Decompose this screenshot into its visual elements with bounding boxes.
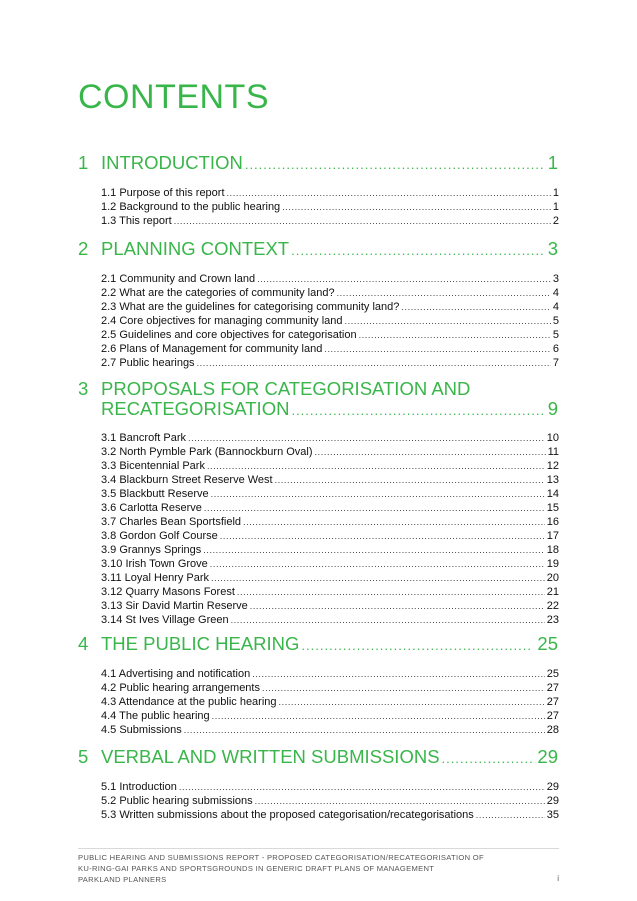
entry-title: 5.3 Written submissions about the proposed categorisation/recategorisations [101, 809, 474, 821]
entry-page: 6 [552, 343, 559, 355]
toc-section-2 [0, 236, 637, 370]
entry-title: 3.10 Irish Town Grove [101, 558, 208, 570]
entry-title: 4.5 Submissions [101, 724, 182, 736]
toc-entry[interactable] [101, 780, 559, 794]
leader-dots [275, 473, 545, 487]
section-number: 3 [78, 378, 89, 399]
entry-title: 1.3 This report [101, 215, 172, 227]
toc-entry[interactable] [101, 356, 559, 370]
leader-dots [245, 152, 544, 178]
leader-dots [184, 723, 545, 737]
toc-entry[interactable] [101, 501, 559, 515]
toc-entry[interactable] [101, 473, 559, 487]
entry-title: 4.4 The public hearing [101, 710, 210, 722]
leader-dots [227, 186, 551, 200]
entry-title: 3.4 Blackburn Street Reserve West [101, 474, 273, 486]
section-heading[interactable] [0, 376, 637, 420]
entry-title: 3.2 North Pymble Park (Bannockburn Oval) [101, 446, 313, 458]
entry-page: 27 [546, 710, 559, 722]
entry-title: 4.2 Public hearing arrangements [101, 682, 260, 694]
entry-title: 4.1 Advertising and notification [101, 668, 251, 680]
toc-entry[interactable] [101, 272, 559, 286]
toc-section-1 [0, 150, 637, 228]
leader-dots [250, 599, 545, 613]
section-title: PLANNING CONTEXT [101, 238, 290, 259]
entry-page: 2 [552, 215, 559, 227]
section-page: 1 [547, 152, 558, 173]
section-title-line1: PROPOSALS FOR CATEGORISATION AND [101, 378, 471, 399]
section-page: 29 [537, 746, 558, 767]
toc-entry[interactable] [101, 515, 559, 529]
toc-items [0, 186, 637, 228]
entry-page: 7 [552, 357, 559, 369]
toc-entry[interactable] [101, 557, 559, 571]
toc-section-3 [0, 376, 637, 627]
leader-dots [279, 695, 545, 709]
entry-page: 3 [552, 273, 559, 285]
leader-dots [243, 515, 545, 529]
entry-page: 4 [552, 301, 559, 313]
toc-entry[interactable] [101, 286, 559, 300]
toc-items [0, 780, 637, 822]
entry-title: 3.11 Loyal Henry Park [101, 572, 210, 584]
entry-title: 3.1 Bancroft Park [101, 432, 186, 444]
leader-dots [220, 529, 545, 543]
section-heading[interactable] [0, 150, 637, 176]
toc-entry[interactable] [101, 695, 559, 709]
entry-page: 5 [552, 315, 559, 327]
leader-dots [315, 445, 546, 459]
entry-page: 13 [546, 474, 559, 486]
toc-entry[interactable] [101, 314, 559, 328]
toc-entry[interactable] [101, 667, 559, 681]
entry-page: 4 [552, 287, 559, 299]
entry-page: 15 [546, 502, 559, 514]
entry-title: 2.5 Guidelines and core objectives for categorisation [101, 329, 357, 341]
toc-items [0, 431, 637, 627]
toc-section-4 [0, 631, 637, 737]
leader-dots [203, 543, 544, 557]
entry-title: 3.13 Sir David Martin Reserve [101, 600, 248, 612]
leader-dots [401, 300, 550, 314]
entry-title: 1.2 Background to the public hearing [101, 201, 281, 213]
toc-entry[interactable] [101, 543, 559, 557]
section-heading[interactable] [0, 744, 637, 770]
leader-dots [237, 585, 545, 599]
footer-line: PUBLIC HEARING AND SUBMISSIONS REPORT - PROPOSED CATEGORISATION/RECATEGORISATION OF [78, 853, 484, 862]
entry-page: 35 [546, 809, 559, 821]
toc-entry[interactable] [101, 571, 559, 585]
entry-page: 22 [546, 600, 559, 612]
section-title: INTRODUCTION [101, 152, 243, 173]
entry-page: 19 [546, 558, 559, 570]
footer-page-number: i [557, 874, 559, 883]
leader-dots [255, 794, 545, 808]
toc-entry[interactable] [101, 328, 559, 342]
entry-title: 3.9 Grannys Springs [101, 544, 202, 556]
section-number: 2 [78, 238, 89, 259]
toc-entry[interactable] [101, 599, 559, 613]
page-title: CONTENTS [78, 78, 269, 116]
footer-line: PARKLAND PLANNERS [78, 875, 167, 884]
entry-title: 2.2 What are the categories of community land? [101, 287, 335, 299]
section-page: 25 [537, 633, 558, 654]
leader-dots [188, 431, 545, 445]
toc-section-5 [0, 744, 637, 822]
entry-page: 5 [552, 329, 559, 341]
toc-entry[interactable] [101, 487, 559, 501]
entry-page: 27 [546, 682, 559, 694]
leader-dots [291, 238, 544, 264]
section-title: RECATEGORISATION [101, 398, 290, 419]
toc-entry[interactable] [101, 709, 559, 723]
entry-page: 10 [546, 432, 559, 444]
entry-page: 12 [546, 460, 559, 472]
toc-entry[interactable] [101, 459, 559, 473]
entry-title: 3.8 Gordon Golf Course [101, 530, 218, 542]
section-heading[interactable] [0, 236, 637, 262]
entry-page: 11 [547, 446, 559, 458]
entry-page: 16 [546, 516, 559, 528]
toc-entry[interactable] [101, 808, 559, 822]
leader-dots [231, 613, 545, 627]
toc-items [0, 272, 637, 370]
page-footer [78, 852, 558, 885]
leader-dots [476, 808, 545, 822]
toc-items [0, 667, 637, 737]
toc-entry[interactable] [101, 529, 559, 543]
entry-page: 14 [546, 488, 559, 500]
leader-dots [291, 398, 543, 424]
entry-title: 5.1 Introduction [101, 781, 177, 793]
entry-page: 29 [546, 795, 559, 807]
entry-title: 2.7 Public hearings [101, 357, 195, 369]
entry-page: 1 [552, 187, 559, 199]
entry-page: 20 [546, 572, 559, 584]
leader-dots [204, 501, 545, 515]
entry-page: 21 [546, 586, 559, 598]
entry-title: 3.7 Charles Bean Sportsfield [101, 516, 242, 528]
leader-dots [174, 214, 551, 228]
leader-dots [301, 633, 533, 659]
leader-dots [211, 487, 545, 501]
leader-dots [345, 314, 551, 328]
entry-page: 23 [546, 614, 559, 626]
leader-dots [359, 328, 551, 342]
entry-title: 3.14 St Ives Village Green [101, 614, 229, 626]
toc-entry[interactable] [101, 186, 559, 200]
entry-title: 3.3 Bicentennial Park [101, 460, 205, 472]
entry-title: 2.1 Community and Crown land [101, 273, 256, 285]
leader-dots [442, 746, 534, 772]
section-page: 9 [547, 398, 558, 419]
section-number: 4 [78, 633, 89, 654]
section-page: 3 [547, 238, 558, 259]
entry-page: 29 [546, 781, 559, 793]
toc-entry[interactable] [101, 723, 559, 737]
entry-page: 28 [546, 724, 559, 736]
leader-dots [337, 286, 551, 300]
leader-dots [210, 557, 545, 571]
leader-dots [324, 342, 551, 356]
entry-page: 25 [546, 668, 559, 680]
entry-title: 1.1 Purpose of this report [101, 187, 225, 199]
toc-entry[interactable] [101, 342, 559, 356]
leader-dots [252, 667, 545, 681]
toc-entry[interactable] [101, 300, 559, 314]
entry-title: 2.3 What are the guidelines for categorising community land? [101, 301, 400, 313]
toc-entry[interactable] [101, 431, 559, 445]
entry-title: 5.2 Public hearing submissions [101, 795, 253, 807]
leader-dots [262, 681, 545, 695]
entry-page: 1 [552, 201, 559, 213]
toc-entry[interactable] [101, 585, 559, 599]
toc-entry[interactable] [101, 445, 559, 459]
section-title: THE PUBLIC HEARING [101, 633, 300, 654]
footer-line: KU-RING-GAI PARKS AND SPORTSGROUNDS IN GENERIC DRAFT PLANS OF MANAGEMENT [78, 864, 435, 873]
leader-dots [179, 780, 545, 794]
toc-entry[interactable] [101, 794, 559, 808]
section-heading[interactable] [0, 631, 637, 657]
section-number: 1 [78, 152, 89, 173]
entry-title: 3.5 Blackbutt Reserve [101, 488, 209, 500]
leader-dots [257, 272, 551, 286]
leader-dots [282, 200, 551, 214]
toc-entry[interactable] [101, 681, 559, 695]
entry-title: 3.12 Quarry Masons Forest [101, 586, 235, 598]
entry-page: 17 [546, 530, 559, 542]
entry-title: 3.6 Carlotta Reserve [101, 502, 202, 514]
entry-page: 18 [546, 544, 559, 556]
toc-entry[interactable] [101, 200, 559, 214]
entry-page: 27 [546, 696, 559, 708]
section-number: 5 [78, 746, 89, 767]
leader-dots [207, 459, 545, 473]
leader-dots [197, 356, 551, 370]
entry-title: 2.4 Core objectives for managing community land [101, 315, 343, 327]
toc-entry[interactable] [101, 214, 559, 228]
leader-dots [212, 709, 545, 723]
section-title: VERBAL AND WRITTEN SUBMISSIONS [101, 746, 440, 767]
entry-title: 2.6 Plans of Management for community land [101, 343, 323, 355]
entry-title: 4.3 Attendance at the public hearing [101, 696, 277, 708]
leader-dots [211, 571, 545, 585]
footer-divider [78, 848, 559, 849]
toc-entry[interactable] [101, 613, 559, 627]
